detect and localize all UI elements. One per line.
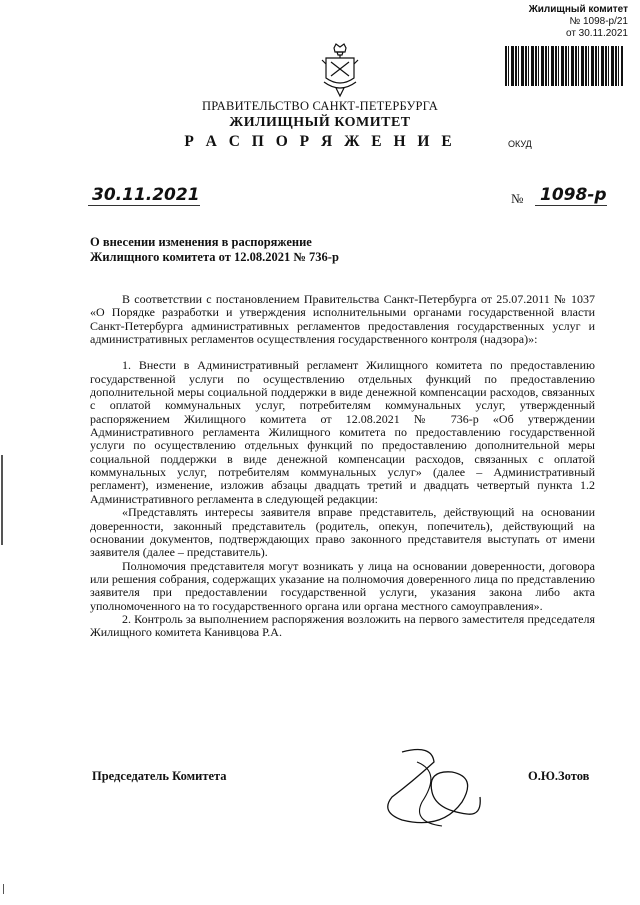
paragraph-quote-1: «Представлять интересы заявителя вправе представитель, действующий на основании доверенности, законный представитель (родитель, опекун, попечитель), действующий на основании документов, подтверждающих право законного представителя выступать от имени заявителя (далее – представитель). [90, 505, 595, 560]
document-number: 1098-р [540, 185, 607, 205]
number-underline [535, 205, 607, 206]
document-type: Р А С П О Р Я Ж Е Н И Е [184, 133, 456, 150]
paragraph-item-1: 1. Внести в Административный регламент Жилищного комитета по предоставлению государственной услуги по осуществлению отдельных функций по предоставлению дополнительной меры социальной поддержки в виде денежной компенсации расходов, связанных с оплатой коммунальных услуг, потребителям коммунальных услуг, утвержденный распоряжением Жилищного комитета от 12.08.2021 № 736-р «Об утверждении Административного регламента Жилищного комитета по предоставлению государственной услуги по осуществлению отдельных функций по предоставлению дополнительной меры социальной поддержки в виде денежной компенсации расходов, связанных с оплатой коммунальных услуг, потребителям коммунальных услуг» (далее – Административный регламент), изменение, изложив абзацы двадцать третий и двадцать четвертый пункта 1.2 Административного регламента в следующей редакции: [90, 358, 595, 506]
document-subject [90, 235, 339, 265]
subject-line-2: Жилищного комитета от 12.08.2021 № 736-р [90, 250, 339, 264]
barcode [505, 46, 623, 86]
number-sign: № [511, 191, 524, 206]
stamp-number: № 1098-р/21 [569, 16, 628, 27]
scan-margin-mark [1, 455, 3, 545]
committee-title: ЖИЛИЩНЫЙ КОМИТЕТ [229, 115, 411, 130]
document-body [90, 293, 595, 640]
registration-stamp [518, 4, 628, 40]
signatory-position: Председатель Комитета [92, 769, 227, 783]
paragraph-preamble: В соответствии с постановлением Правительства Санкт-Петербурга от 25.07.2011 № 1037 «О Порядке разработки и утверждения исполнительными органами государственной власти Санкт-Петербурга административных регламентов предоставления государственных услуг и административных регламентов осуществления государственного контроля (надзора)»: [90, 292, 595, 347]
coat-of-arms-icon [318, 42, 362, 98]
stamp-date: от 30.11.2021 [565, 28, 628, 39]
paragraph-quote-2: Полномочия представителя могут возникать у лица на основании доверенности, договора или решения собрания, содержащих указание на полномочия доверенного лица по представлению заявителя при предоставлении государственной услуги, указания закона либо акта уполномоченного на то государственного органа или органа местного самоуправления». [90, 558, 595, 613]
okud-label: ОКУД [508, 139, 532, 149]
signatory-name: О.Ю.Зотов [528, 769, 590, 783]
handwritten-signature [372, 742, 492, 832]
paragraph-item-2: 2. Контроль за выполнением распоряжения возложить на первого заместителя председателя Жилищного комитета Канивцова Р.А. [90, 611, 595, 640]
government-title: ПРАВИТЕЛЬСТВО САНКТ-ПЕТЕРБУРГА [202, 99, 438, 113]
scan-margin-mark [3, 884, 4, 894]
date-underline [88, 205, 200, 206]
subject-line-1: О внесении изменения в распоряжение [90, 235, 312, 249]
stamp-organization: Жилищный комитет [528, 4, 628, 15]
document-date: 30.11.2021 [92, 185, 200, 205]
